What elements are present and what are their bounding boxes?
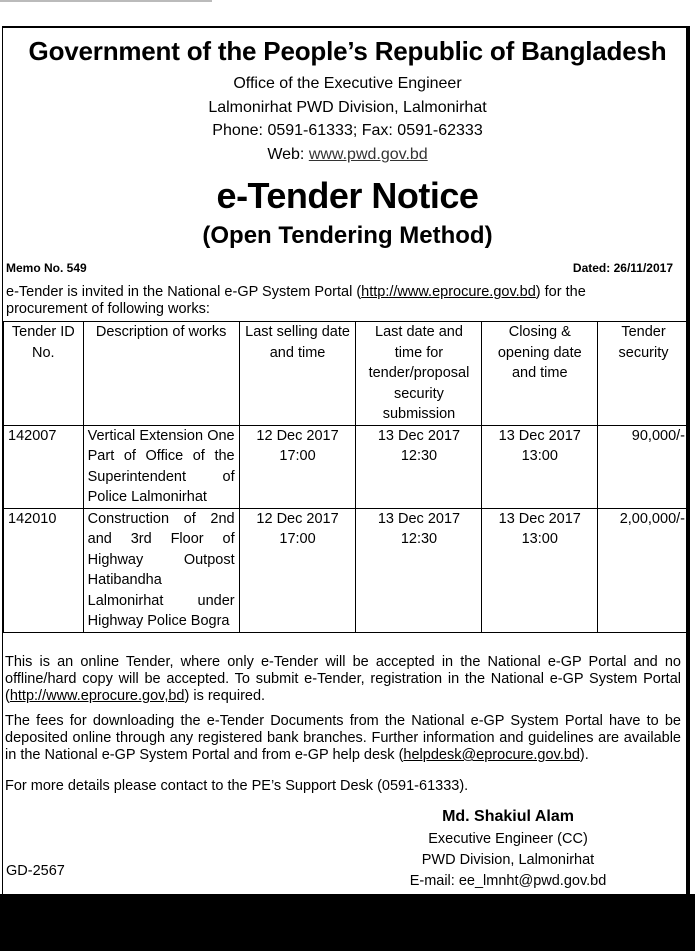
selling-cell — [239, 425, 356, 508]
header-closing-opening: Closing & opening date and time — [482, 322, 598, 426]
closing-time: 13:00 — [521, 448, 558, 464]
table-row — [4, 425, 690, 508]
eprocure-link[interactable]: http://www.eprocure.gov.bd — [361, 284, 536, 300]
top-edge-line — [0, 0, 212, 2]
p1-text-start: This is an online Tender, where only e-Tender will be accepted in the National e-GP Portal and no offline/hard copy will be accepted. To submit e-Tender, registration in the National e-GP System Portal ( — [5, 654, 681, 704]
tender-id-cell: 142010 — [4, 508, 84, 632]
closing-cell — [482, 425, 598, 508]
signatory-designation: Executive Engineer (CC) — [428, 831, 588, 847]
selling-date: 12 Dec 2017 — [256, 427, 339, 444]
gd-code: GD-2567 — [6, 863, 65, 879]
security-date: 13 Dec 2017 — [377, 510, 461, 527]
p2-text-end: ). — [579, 747, 589, 763]
closing-cell — [482, 508, 598, 632]
table-header-row — [4, 322, 690, 426]
header-description: Description of works — [83, 322, 239, 426]
tender-method: (Open Tendering Method) — [202, 222, 493, 249]
signatory-division: PWD Division, Lalmonirhat — [421, 852, 595, 868]
government-heading: Government of the People’s Republic of Bangladesh — [28, 36, 667, 66]
intro-text-end: ) for the procurement of following works: — [6, 284, 586, 317]
notice-title: e-Tender Notice — [216, 175, 479, 216]
security-time: 12:30 — [400, 531, 438, 547]
selling-time: 17:00 — [279, 531, 316, 547]
eprocure-registration-link[interactable]: http://www.eprocure.gov,bd — [9, 688, 185, 704]
closing-date: 13 Dec 2017 — [498, 510, 581, 527]
signatory-name: Md. Shakiul Alam — [442, 808, 574, 825]
header-last-selling: Last selling date and time — [239, 322, 356, 426]
selling-time: 17:00 — [279, 448, 316, 464]
tender-security-cell: 2,00,000/- — [598, 508, 690, 632]
header-security-submission: Last date and time for tender/proposal security submission — [356, 322, 482, 426]
p1-text-end: ) is required. — [184, 688, 266, 704]
header-tender-id: Tender ID No. — [4, 322, 84, 426]
security-date: 13 Dec 2017 — [377, 427, 461, 444]
closing-date: 13 Dec 2017 — [498, 427, 581, 444]
division-line: Lalmonirhat PWD Division, Lalmonirhat — [208, 99, 487, 116]
intro-paragraph — [6, 284, 646, 318]
office-line: Office of the Executive Engineer — [233, 75, 462, 92]
signatory-email: E-mail: ee_lmnht@pwd.gov.bd — [409, 873, 607, 889]
notice-date: Dated: 26/11/2017 — [572, 261, 673, 275]
security-submission-cell — [356, 508, 482, 632]
web-link[interactable]: www.pwd.gov.bd — [308, 146, 428, 163]
closing-time: 13:00 — [521, 531, 558, 547]
security-submission-cell — [356, 425, 482, 508]
memo-number: Memo No. 549 — [6, 261, 87, 275]
bottom-black-bar — [0, 894, 695, 951]
web-line — [0, 146, 695, 164]
online-tender-paragraph — [5, 654, 681, 705]
intro-text-start: e-Tender is invited in the National e-GP System Portal ( — [6, 284, 362, 300]
contact-paragraph: For more details please contact to the PE’s Support Desk (0591-61333). — [5, 778, 469, 794]
tender-security-cell: 90,000/- — [598, 425, 690, 508]
header-tender-security: Tender security — [598, 322, 690, 426]
description-cell: Vertical Extension One Part of Office of the Superintendent of Police Lalmonirhat — [83, 425, 239, 508]
table-row — [4, 508, 690, 632]
description-cell: Construction of 2nd and 3rd Floor of Highway Outpost Hatibandha Lalmonirhat under Highway Police Bogra — [83, 508, 239, 632]
selling-date: 12 Dec 2017 — [256, 510, 339, 527]
fees-paragraph — [5, 713, 681, 764]
helpdesk-email-link[interactable]: helpdesk@eprocure.gov.bd — [403, 747, 580, 763]
web-label: Web: — [267, 146, 309, 163]
tender-table — [3, 321, 690, 633]
selling-cell — [239, 508, 356, 632]
p2-text-start: The fees for downloading the e-Tender Documents from the National e-GP System Portal have to be deposited online through any registered bank branches. Further information and guidelines are available in the National e-GP System Portal and from e-GP help desk ( — [5, 713, 681, 763]
phone-fax-line: Phone: 0591-61333; Fax: 0591-62333 — [212, 122, 483, 139]
tender-id-cell: 142007 — [4, 425, 84, 508]
security-time: 12:30 — [400, 448, 438, 464]
